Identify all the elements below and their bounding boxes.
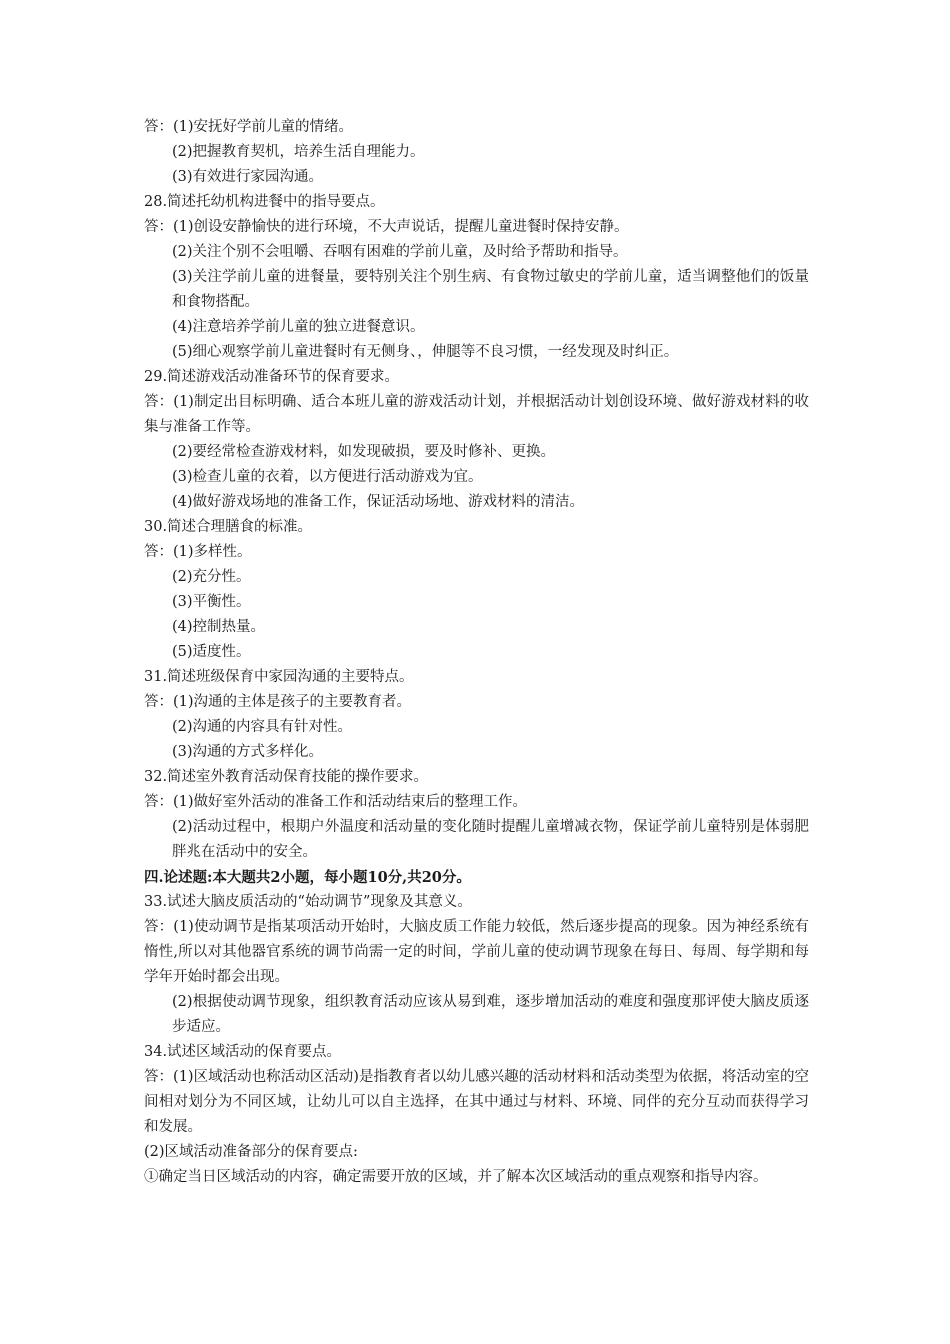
answer-item: (3)沟通的方式多样化。 [172,744,324,760]
answer-item: (4)注意培养学前儿童的独立进餐意识。 [172,319,425,335]
answer-paragraph: 答：(1)使动调节是指某项活动开始时，大脑皮质工作能力较低，然后逐步提高的现象。因为神经系统有惰性,所以对其他器官系统的调节尚需一定的时间，学前儿童的使动调节现象在每日、每周、每学期和每学年开始时都会出现。 [144,919,809,985]
question-line: 34.试述区域活动的保育要点。 [144,1044,342,1060]
answer-item: (4)做好游戏场地的准备工作，保证活动场地、游戏材料的清洁。 [172,494,585,510]
answer-line: 答：(1)沟通的主体是孩子的主要教育者。 [144,694,412,710]
answer-item: (4)控制热量。 [172,619,266,635]
answer-item-paragraph: (3)关注学前儿童的进餐量，要特别关注个别生病、有食物过敏史的学前儿童，适当调整他们的饭量和食物搭配。 [172,269,809,310]
answer-line: 答：(1)做好室外活动的准备工作和活动结束后的整理工作。 [144,794,528,810]
answer-item: (3)检查儿童的衣着，以方便进行活动游戏为宜。 [172,469,483,485]
answer-item: (5)细心观察学前儿童进餐时有无侧身、，伸腿等不良习惯，一经发现及时纠正。 [172,344,679,360]
answer-item: (3)有效进行家园沟通。 [172,169,324,185]
answer-item: (2)关注个别不会咀嚼、吞咽有困难的学前儿童，及时给予帮助和指导。 [172,244,628,260]
answer-paragraph: 答：(1)制定出目标明确、适合本班儿童的游戏活动计划，并根据活动计划创设环境、做好游戏材料的收集与准备工作等。 [144,394,809,435]
answer-line: 答：(1)多样性。 [144,544,252,560]
answer-line: 答：(1)创设安静愉快的进行环境，不大声说话，提醒儿童进餐时保持安静。 [144,219,629,235]
answer-item: (3)平衡性。 [172,594,251,610]
section-heading: 四.论述题:本大题共2小题，每小题10分,共20分。 [144,869,471,886]
answer-item: (5)适度性。 [172,644,251,660]
answer-line: 答：(1)安抚好学前儿童的情绪。 [144,119,354,135]
question-line: 28.简述托幼机构进餐中的指导要点。 [144,194,385,210]
answer-item: (2)要经常检查游戏材料，如发现破损，要及时修补、更换。 [172,444,556,460]
answer-paragraph: 答：(1)区域活动也称活动区活动)是指教育者以幼儿感兴趣的活动材料和活动类型为依据，将活动室的空间相对划分为不同区域，让幼儿可以自主选择，在其中通过与材料、环境、同伴的充分互动而获得学习和发展。 [144,1069,809,1135]
document-page [144,115,809,1190]
question-line: 30.简述合理膳食的标准。 [144,519,313,535]
answer-item: (2)沟通的内容具有针对性。 [172,719,353,735]
question-line: 32.简述室外教育活动保育技能的操作要求。 [144,769,429,785]
question-line: (2)区域活动准备部分的保育要点: [144,1144,358,1160]
question-line: 33.试述大脑皮质活动的“始动调节”现象及其意义。 [144,894,472,910]
answer-item-paragraph: (2)活动过程中，根期户外温度和活动量的变化随时提醒儿童增减衣物，保证学前儿童特别是体弱肥胖兆在活动中的安全。 [172,819,809,860]
question-line: 31.简述班级保育中家园沟通的主要特点。 [144,669,414,685]
answer-item: (2)充分性。 [172,569,251,585]
answer-item-paragraph: (2)根据使动调节现象，组织教育活动应该从易到难，逐步增加活动的难度和强度那评使大脑皮质逐步适应。 [172,994,809,1035]
question-line: 29.简述游戏活动准备环节的保育要求。 [144,369,400,385]
answer-paragraph: ①确定当日区域活动的内容，确定需要开放的区域，并了解本次区域活动的重点观察和指导内容。 [144,1169,768,1185]
answer-item: (2)把握教育契机，培养生活自理能力。 [172,144,425,160]
